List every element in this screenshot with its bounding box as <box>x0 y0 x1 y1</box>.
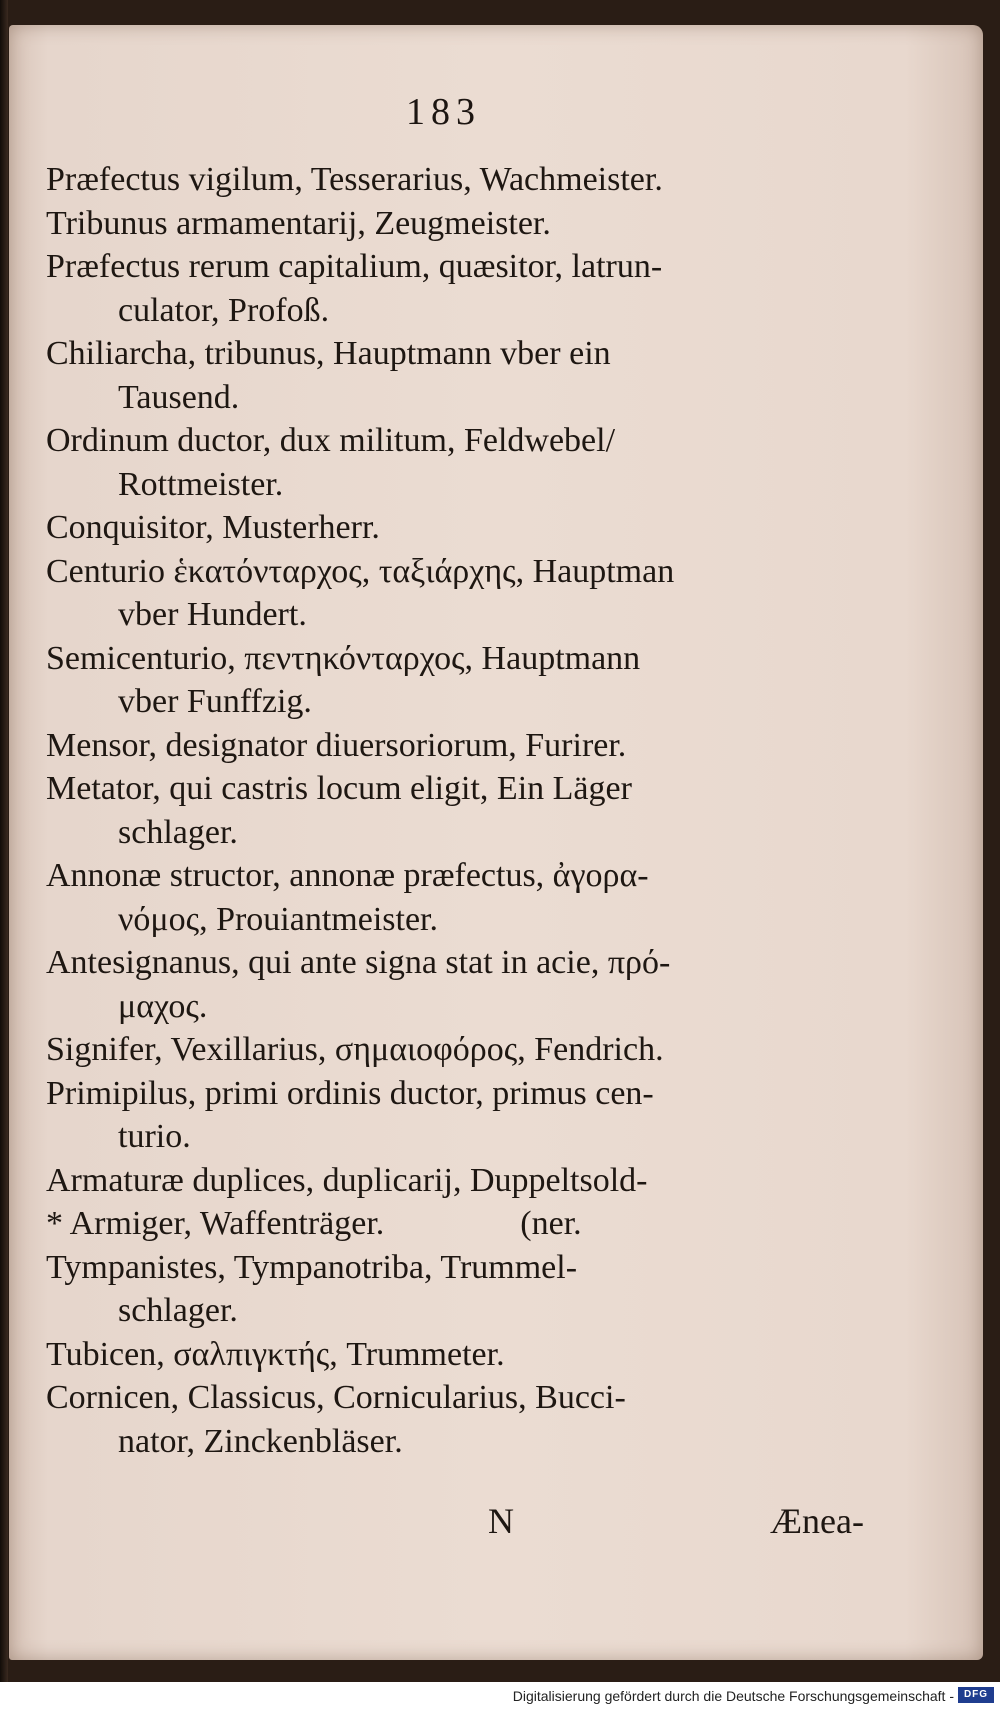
text-line: Mensor, designator diuersoriorum, Furirer. <box>46 726 627 764</box>
text-line: Chiliarcha, tribunus, Hauptmann vber ein <box>46 335 611 372</box>
text-line: Signifer, Vexillarius, σημαιοφόρος, Fendrich. <box>46 1031 664 1068</box>
book-spine-edge <box>0 0 8 1682</box>
text-line: Ordinum ductor, dux militum, Feldwebel/ <box>46 422 616 459</box>
text-line: νόμος, Prouiantmeister. <box>118 900 438 938</box>
text-line: Semicenturio, πεντηκόνταρχος, Hauptmann <box>46 639 641 677</box>
text-line: Rottmeister. <box>118 465 284 503</box>
text-line: turio. <box>118 1118 191 1155</box>
catchword: Ænea- <box>770 1501 864 1541</box>
text-line: Armaturæ duplices, duplicarij, Duppeltsold- <box>46 1161 648 1199</box>
text-line: Cornicen, Classicus, Cornicularius, Bucci- <box>46 1379 626 1416</box>
text-line: μαχος. <box>118 987 208 1025</box>
text-line: Conquisitor, Musterherr. <box>46 509 380 546</box>
page-number: 183 <box>406 91 481 133</box>
text-line: Centurio ἑκατόνταρχος, ταξιάρχης, Hauptman <box>46 552 675 590</box>
page-foot <box>46 1500 864 1550</box>
text-line: Antesignanus, qui ante signa stat in acie, πρό- <box>46 944 671 981</box>
funding-credit: Digitalisierung gefördert durch die Deutsche Forschungsgemeinschaft - <box>512 1688 954 1704</box>
text-line: Præfectus rerum capitalium, quæsitor, latrun- <box>46 248 663 285</box>
text-line: Annonæ structor, annonæ præfectus, ἀγορα- <box>46 857 649 894</box>
text-line: Tribunus armamentarij, Zeugmeister. <box>46 204 551 242</box>
text-line: * Armiger, Waffenträger. (ner. <box>46 1205 582 1242</box>
text-line: nator, Zinckenbläser. <box>118 1422 403 1460</box>
text-line: Præfectus vigilum, Tesserarius, Wachmeister. <box>46 161 663 198</box>
text-line: Tausend. <box>118 378 240 416</box>
text-line: Metator, qui castris locum eligit, Ein Läger <box>46 770 632 807</box>
glossary-text <box>46 158 864 1463</box>
dfg-logo: DFG <box>958 1687 994 1703</box>
digitization-footer <box>0 1682 1000 1710</box>
text-line: Tympanistes, Tympanotriba, Trummel- <box>46 1248 578 1286</box>
text-line: Tubicen, σαλπιγκτής, Trummeter. <box>46 1335 505 1373</box>
text-line: vber Hundert. <box>118 596 307 633</box>
text-line: culator, Profoß. <box>118 291 330 329</box>
text-line: vber Funffzig. <box>118 683 312 720</box>
text-line: schlager. <box>118 813 238 851</box>
text-line: schlager. <box>118 1292 238 1329</box>
text-line: Primipilus, primi ordinis ductor, primus cen- <box>46 1074 654 1112</box>
signature-mark: N <box>488 1501 514 1541</box>
